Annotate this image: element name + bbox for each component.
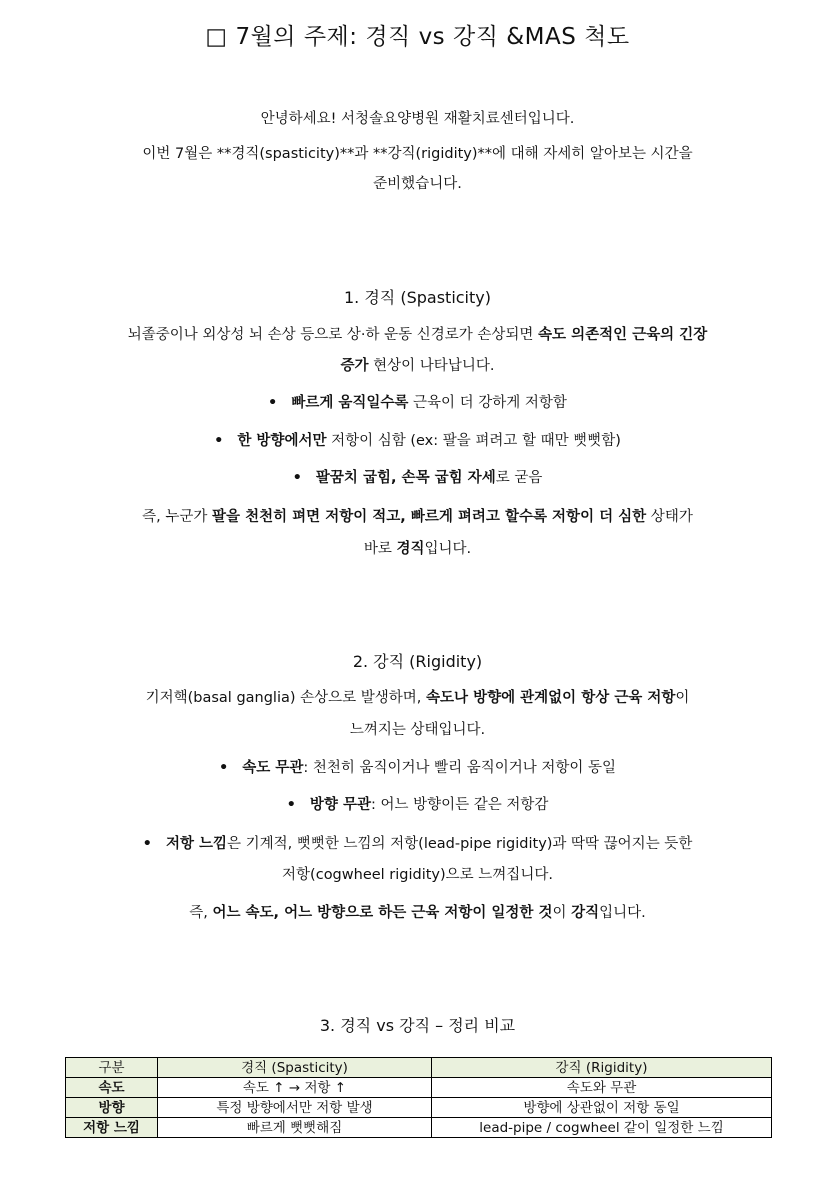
- section2-bullet-3-cont: 저항(cogwheel rigidity)으로 느껴집니다.: [282, 867, 553, 883]
- section2-paragraph-cont: 느껴지는 상태입니다.: [349, 722, 486, 738]
- table-row-header: 속도: [66, 1078, 158, 1098]
- bullet-icon: •: [214, 433, 224, 449]
- section2-heading: 2. 강직 (Rigidity): [352, 652, 483, 671]
- table-row-header: 방향: [66, 1098, 158, 1118]
- section1-bullet-2: • 한 방향에서만 저항이 심함 (ex: 팔을 펴려고 할 때만 뻣뻣함): [214, 433, 621, 449]
- table-cell: 속도 ↑ → 저항 ↑: [158, 1078, 432, 1098]
- table-header-cell: 경직 (Spasticity): [158, 1058, 432, 1078]
- table-cell: 빠르게 뻣뻣해짐: [158, 1118, 432, 1138]
- table-header-cell: 강직 (Rigidity): [432, 1058, 772, 1078]
- table-cell: lead-pipe / cogwheel 같이 일정한 느낌: [432, 1118, 772, 1138]
- intro-text: 이번 7월은 **경직(spasticity)**과 **강직(rigidity)**에 대해 자세히 알아보는 시간을: [142, 146, 693, 162]
- intro-text-cont: 준비했습니다.: [373, 176, 462, 192]
- section3-heading: 3. 경직 vs 강직 – 정리 비교: [319, 1016, 516, 1035]
- section2-bullet-3: • 저항 느낌은 기계적, 뻣뻣한 느낌의 저항(lead-pipe rigidity)과 딱딱 끊어지는 듯한: [142, 836, 693, 852]
- bullet-icon: •: [142, 836, 152, 852]
- section1-summary: 즉, 누군가 팔을 천천히 펴면 저항이 적고, 빠르게 펴려고 할수록 저항이 더 심한 상태가: [142, 509, 693, 525]
- section1-paragraph-cont: 증가 현상이 나타납니다.: [340, 358, 495, 374]
- bullet-icon: •: [292, 470, 302, 486]
- table-row: [66, 1118, 772, 1138]
- table-cell: 속도와 무관: [432, 1078, 772, 1098]
- section2-summary: 즉, 어느 속도, 어느 방향으로 하든 근육 저항이 일정한 것이 강직입니다.: [189, 905, 646, 921]
- section2-bullet-2: • 방향 무관: 어느 방향이든 같은 저항감: [286, 797, 549, 813]
- section1-bullet-1: • 빠르게 움직일수록 근육이 더 강하게 저항함: [268, 395, 567, 411]
- table-row: [66, 1078, 772, 1098]
- section2-bullet-1: • 속도 무관: 천천히 움직이거나 빨리 움직이거나 저항이 동일: [218, 760, 617, 776]
- table-row: [66, 1098, 772, 1118]
- bullet-icon: •: [218, 760, 229, 776]
- table-row-header: 저항 느낌: [66, 1118, 158, 1138]
- section2-paragraph: 기저핵(basal ganglia) 손상으로 발생하며, 속도나 방향에 관계없이 항상 근육 저항이: [145, 690, 690, 706]
- table-header-row: [66, 1058, 772, 1078]
- table-cell: 특정 방향에서만 저항 발생: [158, 1098, 432, 1118]
- section1-heading: 1. 경직 (Spasticity): [344, 288, 491, 307]
- section1-bullet-3: • 팔꿈치 굽힘, 손목 굽힘 자세로 굳음: [292, 470, 543, 486]
- section1-summary-cont: 바로 경직입니다.: [363, 541, 472, 557]
- bullet-icon: •: [286, 797, 296, 813]
- table-cell: 방향에 상관없이 저항 동일: [432, 1098, 772, 1118]
- page-title: □ 7월의 주제: 경직 vs 강직 &MAS 척도: [205, 24, 630, 50]
- section1-paragraph: 뇌졸중이나 외상성 뇌 손상 등으로 상·하 운동 신경로가 손상되면 속도 의존적인 근육의 긴장: [127, 327, 708, 343]
- intro-greeting: 안녕하세요! 서청솔요양병원 재활치료센터입니다.: [260, 111, 575, 127]
- bullet-icon: •: [268, 395, 278, 411]
- comparison-table: [65, 1057, 772, 1138]
- table-header-cell: 구분: [66, 1058, 158, 1078]
